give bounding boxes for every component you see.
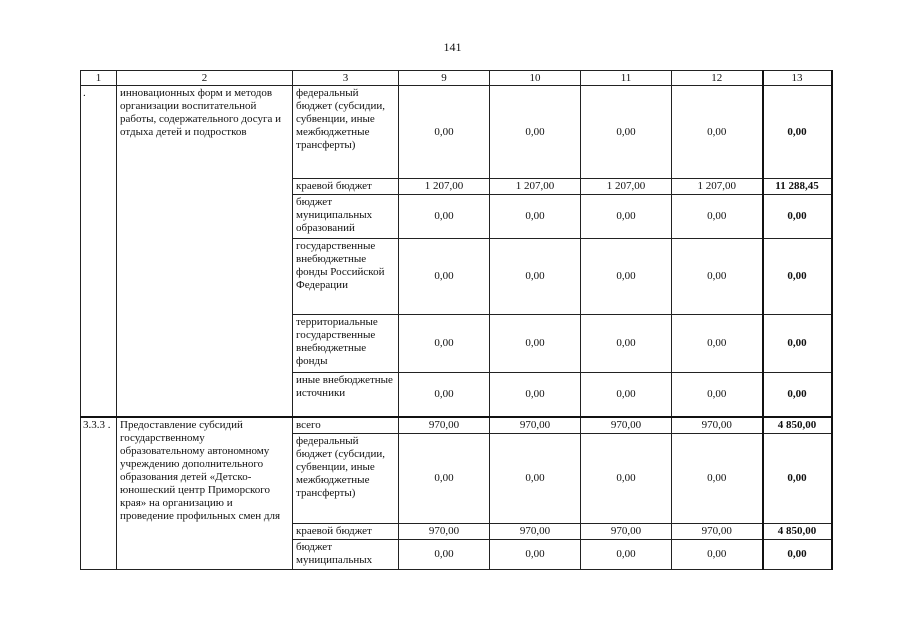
table-row bbox=[81, 86, 832, 179]
value-cell: 0,00 bbox=[672, 86, 763, 179]
value-cell: 0,00 bbox=[490, 239, 581, 315]
value-cell: 0,00 bbox=[399, 86, 490, 179]
value-cell: 970,00 bbox=[581, 417, 672, 434]
value-cell: 0,00 bbox=[581, 86, 672, 179]
funding-source-cell: бюджет муниципальных образований bbox=[293, 195, 399, 239]
value-cell: 0,00 bbox=[672, 195, 763, 239]
page-number: 141 bbox=[443, 40, 462, 54]
activity-name-cell: Предоставление субсидий государственному образовательному автономному учреждению дополнительного образования детей «Детско-юношеский центр Приморского края» на организацию и проведение профильных смен для bbox=[117, 417, 293, 570]
value-cell: 0,00 bbox=[672, 373, 763, 417]
value-cell: 0,00 bbox=[490, 315, 581, 373]
value-cell: 1 207,00 bbox=[399, 179, 490, 195]
column-header: 13 bbox=[763, 71, 832, 86]
value-cell: 0,00 bbox=[399, 539, 490, 569]
value-cell: 0,00 bbox=[672, 539, 763, 569]
value-cell: 970,00 bbox=[672, 523, 763, 539]
value-cell: 0,00 bbox=[672, 315, 763, 373]
value-cell: 0,00 bbox=[581, 433, 672, 523]
total-cell: 0,00 bbox=[763, 539, 832, 569]
value-cell: 0,00 bbox=[490, 539, 581, 569]
row-code-cell: 3.3.3 . bbox=[81, 417, 117, 570]
total-cell: 4 850,00 bbox=[763, 523, 832, 539]
funding-source-cell: иные внебюджетные источники bbox=[293, 373, 399, 417]
value-cell: 0,00 bbox=[672, 239, 763, 315]
value-cell: 1 207,00 bbox=[672, 179, 763, 195]
column-header: 11 bbox=[581, 71, 672, 86]
funding-source-cell: федеральный бюджет (субсидии, субвенции, иные межбюджетные трансферты) bbox=[293, 433, 399, 523]
funding-source-cell: территориальные государственные внебюджетные фонды bbox=[293, 315, 399, 373]
budget-table bbox=[80, 70, 833, 570]
value-cell: 970,00 bbox=[581, 523, 672, 539]
value-cell: 970,00 bbox=[490, 523, 581, 539]
value-cell: 0,00 bbox=[581, 373, 672, 417]
value-cell: 0,00 bbox=[399, 195, 490, 239]
funding-source-cell: государственные внебюджетные фонды Российской Федерации bbox=[293, 239, 399, 315]
value-cell: 0,00 bbox=[581, 315, 672, 373]
value-cell: 970,00 bbox=[672, 417, 763, 434]
total-cell: 4 850,00 bbox=[763, 417, 832, 434]
column-header: 12 bbox=[672, 71, 763, 86]
value-cell: 0,00 bbox=[581, 195, 672, 239]
funding-source-cell: федеральный бюджет (субсидии, субвенции, иные межбюджетные трансферты) bbox=[293, 86, 399, 179]
funding-source-cell: краевой бюджет bbox=[293, 179, 399, 195]
value-cell: 0,00 bbox=[490, 86, 581, 179]
value-cell: 0,00 bbox=[399, 373, 490, 417]
value-cell: 0,00 bbox=[399, 315, 490, 373]
value-cell: 0,00 bbox=[672, 433, 763, 523]
table-row bbox=[81, 417, 832, 434]
value-cell: 0,00 bbox=[490, 373, 581, 417]
total-cell: 0,00 bbox=[763, 86, 832, 179]
value-cell: 0,00 bbox=[581, 239, 672, 315]
total-cell: 0,00 bbox=[763, 433, 832, 523]
activity-name-cell: инновационных форм и методов организации воспитательной работы, содержательного досуга и отдыха детей и подростков bbox=[117, 86, 293, 417]
value-cell: 0,00 bbox=[490, 195, 581, 239]
total-cell: 0,00 bbox=[763, 315, 832, 373]
value-cell: 970,00 bbox=[399, 417, 490, 434]
value-cell: 0,00 bbox=[490, 433, 581, 523]
total-cell: 0,00 bbox=[763, 239, 832, 315]
header-row bbox=[81, 71, 832, 86]
column-header: 9 bbox=[399, 71, 490, 86]
column-header: 2 bbox=[117, 71, 293, 86]
funding-source-cell: всего bbox=[293, 417, 399, 434]
value-cell: 0,00 bbox=[399, 239, 490, 315]
column-header: 1 bbox=[81, 71, 117, 86]
column-header: 10 bbox=[490, 71, 581, 86]
value-cell: 0,00 bbox=[581, 539, 672, 569]
value-cell: 970,00 bbox=[399, 523, 490, 539]
row-code-cell: . bbox=[81, 86, 117, 417]
value-cell: 1 207,00 bbox=[581, 179, 672, 195]
funding-source-cell: краевой бюджет bbox=[293, 523, 399, 539]
total-cell: 0,00 bbox=[763, 373, 832, 417]
value-cell: 970,00 bbox=[490, 417, 581, 434]
funding-source-cell: бюджет муниципальных bbox=[293, 539, 399, 569]
column-header: 3 bbox=[293, 71, 399, 86]
value-cell: 0,00 bbox=[399, 433, 490, 523]
total-cell: 0,00 bbox=[763, 195, 832, 239]
value-cell: 1 207,00 bbox=[490, 179, 581, 195]
total-cell: 11 288,45 bbox=[763, 179, 832, 195]
